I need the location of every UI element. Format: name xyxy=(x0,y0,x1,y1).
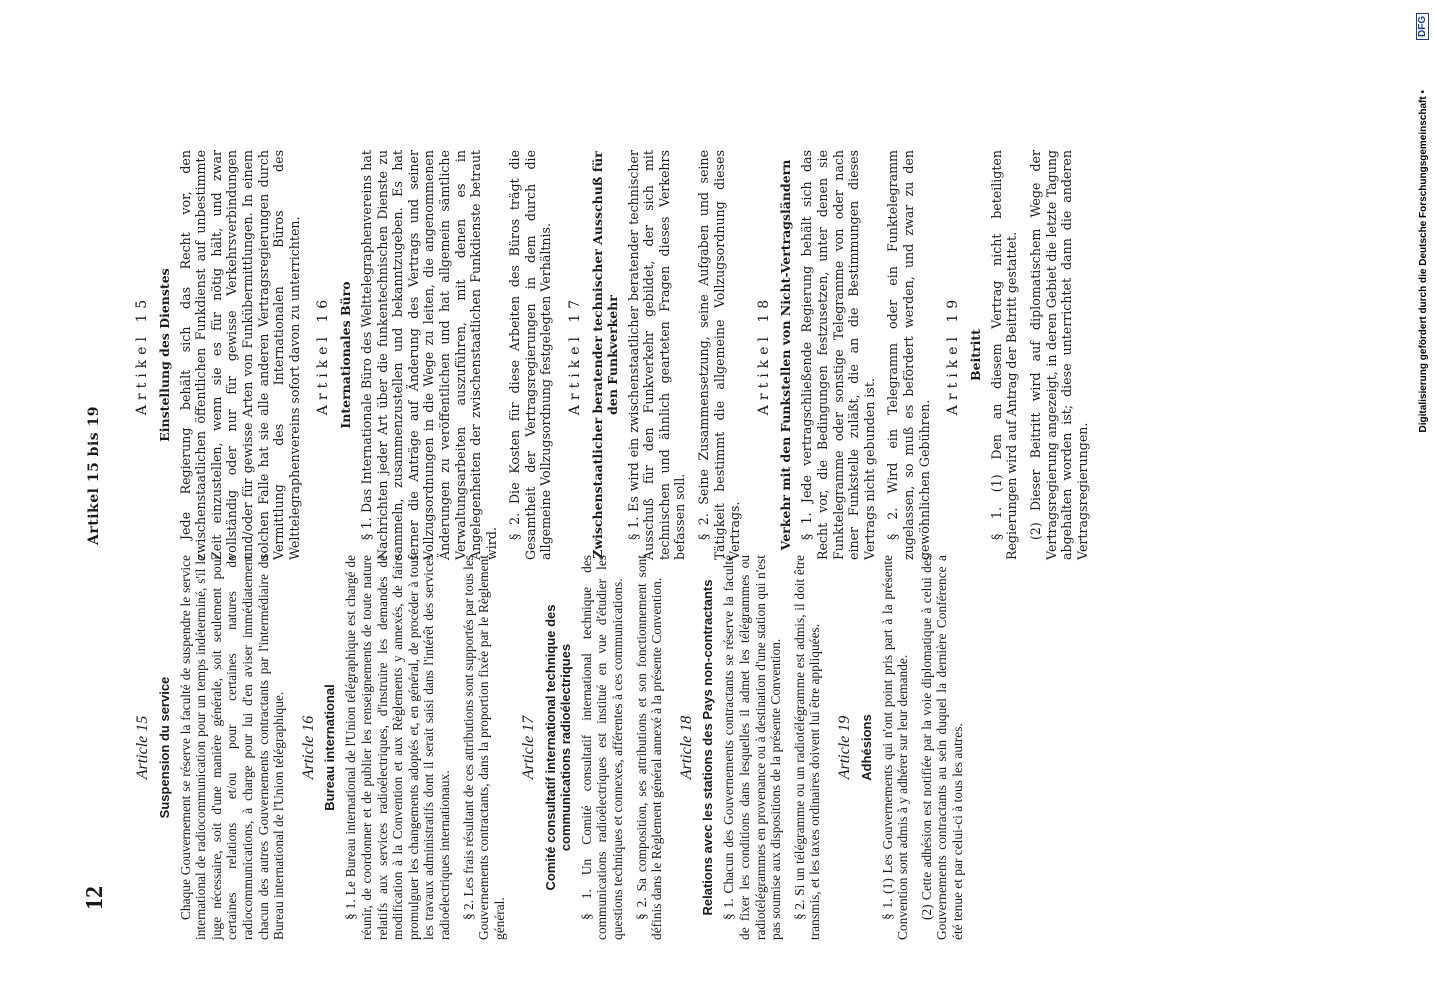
article-paragraph: Chaque Gouvernement se réserve la faculté de suspendre le service international de radiocommunication pour un temps indéterminé, s'il le juge nécessaire, soit d'une manière générale, soit seulement pour certaines relations et/ou pour certaines natures de radiocommunications, à charge pour lui d'en aviser immédiatement chacun des autres Gouvernements contractants par l'intermédiaire du Bureau international de l'Union télégraphique. xyxy=(177,555,287,940)
article-paragraph: § 1. Chacun des Gouvernements contractants se réserve la faculté de fixer les conditions dans lesquelles il admet les télégrammes ou radiotélégrammes en provenance ou à destination d'une station qui n'est pas soumise aux dispositions de la présente Convention. xyxy=(721,555,784,940)
article-paragraph: § 2. Les frais résultant de ces attributions sont supportés par tous les Gouvernements contractants, dans la proportion fixée par le Règlement général. xyxy=(460,555,507,940)
running-head: Artikel 15 bis 19 xyxy=(86,405,102,545)
article-subheading: Comité consultatif international technique des communications radioélectriques xyxy=(542,604,573,891)
article-heading: Article 19 xyxy=(836,715,853,780)
french-column xyxy=(135,555,980,940)
article-paragraph: § 1. Un Comité consultatif international technique des communications radioélectriques est institué en vue d'étudier les questions techniques et connexes, afférentes à ces communications. xyxy=(578,555,626,940)
article-heading: Artikel 17 xyxy=(567,294,584,416)
article-paragraph: § 1. (1) Les Gouvernements qui n'ont point pris part à la présente Convention sont admis à y adhérer sur leur demande. xyxy=(879,555,911,940)
digitization-credit: Digitalisierung gefördert durch die Deutsche Forschungsgemeinschaft • xyxy=(1418,90,1429,433)
article-subheading: Bureau international xyxy=(322,684,338,811)
article-paragraph: § 2. Sa composition, ses attributions et son fonctionnement sont définis dans le Règlement général annexé à la présente Convention. xyxy=(633,555,665,940)
article-subheading: Suspension du service xyxy=(156,676,172,819)
article-subheading: Beitritt xyxy=(967,329,983,381)
article-heading: Artikel 18 xyxy=(755,294,772,416)
page-number: 12 xyxy=(82,886,108,910)
dfg-logo: DFG xyxy=(1416,13,1429,40)
article-subheading: Einstellung des Dienstes xyxy=(156,268,172,442)
article-subheading: Relations avec les stations des Pays non-contractants xyxy=(700,579,716,916)
german-article xyxy=(316,150,554,560)
article-paragraph: § 1. Jede vertragschließende Regierung behält sich das Recht vor, die Bedingungen festzusetzen, unter denen sie Funktelegramme oder sonstige Telegramme von oder nach einer Funkstelle zuläßt, die an die Bestimmungen dieses Vertrags nicht gebunden ist. xyxy=(799,150,877,560)
article-heading: Article 17 xyxy=(520,715,538,780)
article-subheading: Adhésions xyxy=(858,714,874,781)
german-article xyxy=(568,150,743,560)
article-paragraph: § 1. Es wird ein zwischenstaatlicher beratender technischer Ausschuß für den Funkverkehr gebildet, der sich mit technischen und ähnlich gearteten Fragen dieses Verkehrs befassen soll. xyxy=(625,150,688,560)
article-heading: Article 15 xyxy=(134,715,151,780)
french-article xyxy=(521,555,665,940)
german-column xyxy=(135,150,1104,560)
article-paragraph: § 2. Seine Zusammensetzung, seine Aufgaben und seine Tätigkeit bestimmt die allgemeine Vollzugsordnung dieses Vertrags. xyxy=(696,150,743,560)
german-article xyxy=(135,150,302,560)
german-article xyxy=(757,150,932,560)
article-paragraph: Jede Regierung behält sich das Recht vor, den zwischenstaatlichen öffentlichen Funkdienst auf unbestimmte Zeit einzustellen, wenn sie es für nötig hält, und zwar vollständig oder nur für gewisse Verkehrsverbindungen und/oder für gewisse Arten von Funkübermittlungen. In einem solchen Falle hat sie alle anderen Vertragsregierungen durch Vermittlung des Internationalen Büros des Welttelegraphenvereins sofort davon zu unterrichten. xyxy=(177,150,302,560)
article-paragraph: (2) Cette adhésion est notifiée par la voie diplomatique à celui des Gouvernements contractants au sein duquel la dernière Conférence a été tenue et par celui-ci à tous les autres. xyxy=(918,555,965,940)
article-heading: Article 16 xyxy=(299,715,317,780)
article-subheading: Verkehr mit den Funkstellen von Nicht-Vertragsländern xyxy=(778,159,794,551)
article-paragraph: (2) Dieser Beitritt wird auf diplomatischem Wege der Vertragsregierung angezeigt, in deren Gebiet die letzte Tagung abgehalten worden ist; diese unterrichtet dann die anderen Vertragsregierungen. xyxy=(1027,150,1090,560)
article-heading: Artikel 15 xyxy=(134,294,150,416)
article-paragraph: § 2. Si un télégramme ou un radiotélégramme est admis, il doit être transmis, et les taxes ordinaires doivent lui être appliquées. xyxy=(791,555,823,940)
article-paragraph: § 1. (1) Den an diesem Vertrag nicht beteiligten Regierungen wird auf Antrag der Beitritt gestattet. xyxy=(988,150,1020,560)
article-paragraph: § 2. Wird ein Telegramm oder ein Funktelegramm zugelassen, so muß es befördert werden, und zwar zu den gewöhnlichen Gebühren. xyxy=(885,150,932,560)
article-heading: Artikel 19 xyxy=(945,294,962,416)
french-article xyxy=(679,555,823,940)
article-paragraph: § 1. Le Bureau international de l'Union télégraphique est chargé de réunir, de coordonner et de publier les renseignements de toute nature relatifs aux services radioélectriques, d'instruire les demandes de modification à la Convention et aux Règlements y annexés, de faire promulguer les changements adoptés et, en général, de procéder à tous les travaux administratifs dont il serait saisi dans l'intérêt des services radioélectriques internationaux. xyxy=(343,555,452,940)
french-article xyxy=(301,555,508,940)
article-subheading: Internationales Büro xyxy=(337,281,353,429)
german-article xyxy=(946,150,1090,560)
article-paragraph: § 1. Das Internationale Büro des Welttelegraphenvereins hat Nachrichten jeder Art über die funkentechnischen Dienste zu sammeln, zusammenzustellen und bekanntzugeben. Es hat ferner die Anträge auf Änderung des Vertrags und seiner Vollzugsordnungen in die Wege zu leiten, die angenommenen Änderungen zu veröffentlichen und hat allgemein sämtliche Verwaltungsarbeiten auszuführen, mit denen es in Angelegenheiten der zwischenstaatlichen Funkdienste betraut wird. xyxy=(358,150,499,560)
french-article xyxy=(837,555,966,940)
article-paragraph: § 2. Die Kosten für diese Arbeiten des Büros trägt die Gesamtheit der Vertragsregierungen in dem durch die allgemeine Vollzugsordnung festgelegten Verhältnis. xyxy=(507,150,554,560)
article-heading: Artikel 16 xyxy=(315,294,332,416)
french-article xyxy=(135,555,287,940)
article-subheading: Zwischenstaatlicher beratender technischer Ausschuß für den Funkverkehr xyxy=(589,151,620,559)
article-heading: Article 18 xyxy=(677,715,695,780)
